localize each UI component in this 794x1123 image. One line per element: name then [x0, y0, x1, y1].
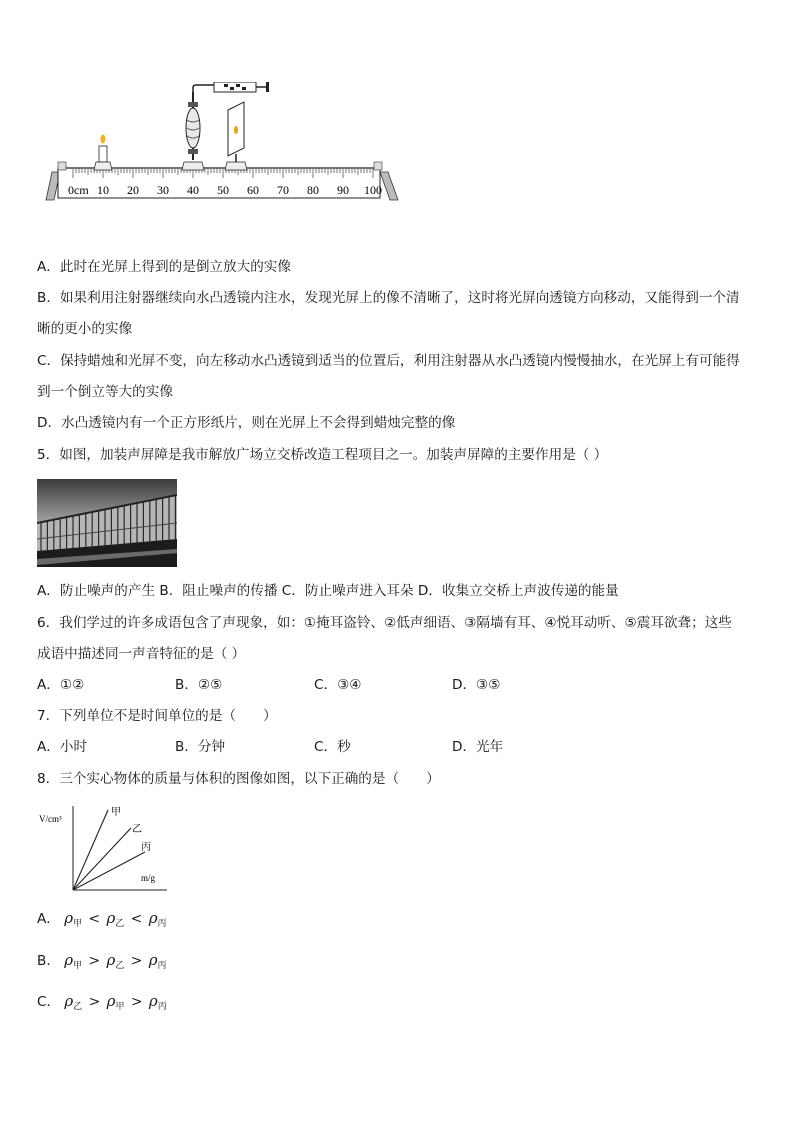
candle-image — [234, 126, 238, 134]
q7-option-d: D．光年 — [452, 739, 504, 755]
q8-option-a: A． $\rho_甲 < \rho_乙 < \rho_丙$ — [37, 909, 167, 929]
candle — [94, 135, 112, 171]
q4-option-c-line1: C．保持蜡烛和光屏不变，向左移动水凸透镜到适当的位置后，利用注射器从水凸透镜内慢慢抽水，在光屏上有可能得 — [37, 353, 740, 369]
line-yi — [73, 828, 131, 890]
ruler-label: 60 — [247, 183, 259, 197]
x-axis-label: m/g — [141, 873, 156, 883]
line-jia — [73, 810, 108, 890]
mass-volume-graph — [35, 798, 175, 898]
ruler-label: 70 — [277, 183, 289, 197]
ruler-label: 40 — [187, 183, 199, 197]
q8-stem: 8．三个实心物体的质量与体积的图像如图，以下正确的是（ ） — [37, 771, 440, 787]
q4-option-a: A．此时在光屏上得到的是倒立放大的实像 — [37, 259, 291, 275]
label-jia: 甲 — [111, 807, 121, 818]
q7-option-c: C．秒 — [314, 739, 351, 755]
water-convex-lens — [182, 85, 214, 170]
y-axis-label: V/cm³ — [39, 814, 62, 824]
q6-option-a: A．①② — [37, 677, 85, 693]
ruler-label: 80 — [307, 183, 319, 197]
ruler-label: 20 — [127, 183, 139, 197]
q8-option-c: C． $\rho_乙 > \rho_甲 > \rho_丙$ — [37, 992, 167, 1012]
q7-option-a: A．小时 — [37, 739, 88, 755]
q4-option-b-line1: B．如果利用注射器继续向水凸透镜内注水，发现光屏上的像不清晰了，这时将光屏向透镜方向移动，又能得到一个清 — [37, 290, 740, 306]
q5-options: A．防止噪声的产生 B．阻止噪声的传播 C．防止噪声进入耳朵 D．收集立交桥上声波传递的能量 — [37, 583, 619, 599]
q4-option-b-line2: 晰的更小的实像 — [37, 321, 133, 337]
line-bing — [73, 852, 145, 890]
optical-bench-figure — [44, 82, 404, 207]
ruler-label: 0cm — [68, 183, 89, 197]
ruler-label: 90 — [337, 183, 349, 197]
q7-option-b: B．分钟 — [175, 739, 226, 755]
syringe — [214, 82, 269, 92]
ruler-label: 100 — [364, 183, 382, 197]
label-bing: 丙 — [141, 842, 151, 853]
q8-option-b: B． $\rho_甲 > \rho_乙 > \rho_丙$ — [37, 951, 167, 971]
ruler-label: 30 — [157, 183, 169, 197]
right-stand — [380, 172, 398, 200]
q4-option-d: D．水凸透镜内有一个正方形纸片，则在光屏上不会得到蜡烛完整的像 — [37, 415, 456, 431]
q6-stem-line2: 成语中描述同一声音特征的是（ ） — [37, 646, 246, 662]
q6-option-b: B．②⑤ — [175, 677, 223, 693]
candle-flame — [101, 135, 106, 144]
q7-stem: 7．下列单位不是时间单位的是（ ） — [37, 708, 277, 724]
light-screen — [225, 102, 247, 170]
q6-option-d: D．③⑤ — [452, 677, 501, 693]
q6-stem-line1: 6．我们学过的许多成语包含了声现象，如：①掩耳盗铃、②低声细语、③隔墙有耳、④悦耳动听、⑤震耳欲聋；这些 — [37, 615, 732, 631]
sound-barrier-photo — [37, 479, 177, 567]
q4-option-c-line2: 到一个倒立等大的实像 — [37, 384, 173, 400]
q5-stem: 5．如图，加装声屏障是我市解放广场立交桥改造工程项目之一。加装声屏障的主要作用是（ ） — [37, 447, 608, 463]
ruler-label: 50 — [217, 183, 229, 197]
label-yi: 乙 — [132, 824, 142, 835]
ruler-label: 10 — [97, 183, 109, 197]
q6-option-c: C．③④ — [314, 677, 362, 693]
